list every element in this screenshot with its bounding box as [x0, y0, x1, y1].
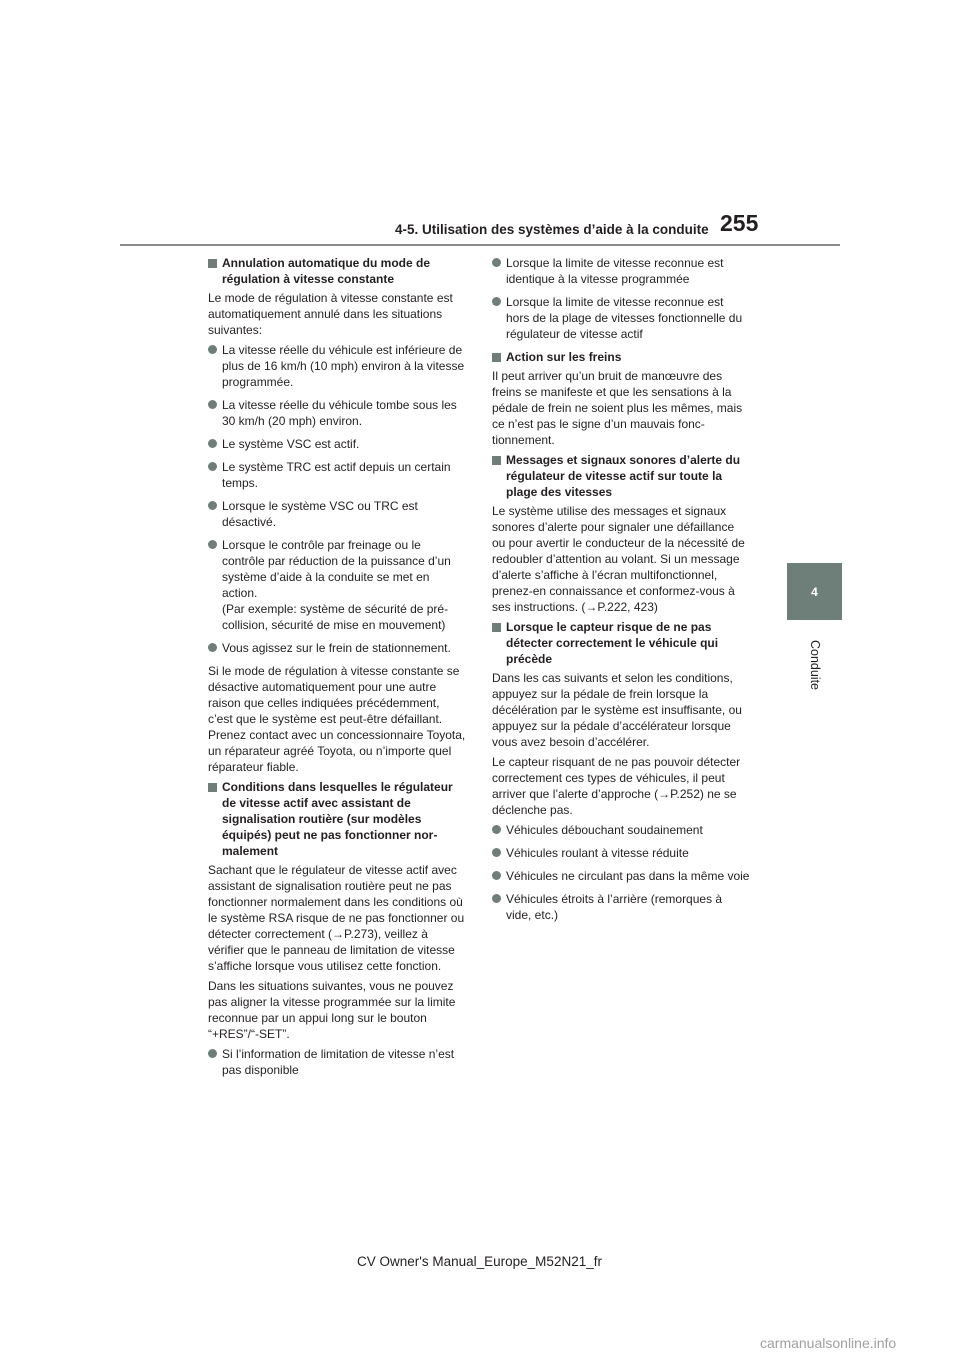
section-title: 4-5. Utilisation des systèmes d’aide à la conduite: [395, 222, 709, 237]
chapter-label-text: Conduite: [807, 639, 822, 691]
bullet-item: Si l’information de limitation de vitesse n’est pas disponible: [208, 1046, 466, 1078]
paragraph: Dans les cas suivants et selon les conditions, appuyez sur la pédale de frein lorsque la décélération par le système est insuffisante, ou appuyez sur la pédale d’accélérateur lorsque vous avez besoin d’accélérer.: [492, 671, 742, 749]
section-heading: Lorsque le capteur risque de ne pas détecter correctement le véhicule qui précède: [492, 619, 750, 667]
left-column: [208, 255, 466, 1085]
bullet-item: Véhicules roulant à vitesse réduite: [492, 845, 750, 861]
section-heading: Annulation automatique du mode de régulation à vitesse constante: [208, 255, 466, 287]
chapter-tab[interactable]: [787, 563, 842, 620]
bullet-item: Véhicules étroits à l’arrière (remorques à vide, etc.): [492, 891, 750, 923]
bullet-item: Le système TRC est actif depuis un certain temps.: [208, 459, 466, 491]
watermark: carmanualsonline.info: [760, 1335, 897, 1351]
paragraph: Le capteur risquant de ne pas pouvoir détecter correctement ces types de véhicules, il peut arriver que l’alerte d’approche (→P.252) ne se déclenche pas.: [492, 755, 741, 817]
paragraph: Il peut arriver qu’un bruit de manœuvre des freins se manifeste et que les sensations à la pédale de frein ne soient plus les mêmes, mais ce n’est pas le signe d’un mauvais fonctionnement.: [492, 369, 743, 447]
bullet-item: Lorsque le contrôle par freinage ou le contrôle par réduction de la puissance d’un système d’aide à la conduite se met en action. (Par exemple: système de sécurité de précollision, sécurité de mise en mouvement): [208, 537, 466, 633]
paragraph: Le système utilise des messages et signaux sonores d’alerte pour signaler une défaillance ou pour avertir le conducteur de la nécessité de redoubler d’attention au volant. Si un message d’alerte s’affiche à l’écran multifonctionnel, prenez-en connaissance et conformez-vous à ses instructions. (→P.222, 423): [492, 504, 745, 614]
section-heading: Messages et signaux sonores d’alerte du régulateur de vitesse actif sur toute la plage des vitesses: [492, 452, 750, 500]
paragraph: Sachant que le régulateur de vitesse actif avec assistant de signalisation routière peut ne pas fonctionner normalement dans les conditions où le système RSA risque de ne pas fonctionner ou détecter correctement (→P.273), veillez à vérifier que le panneau de limitation de vitesse s’affiche lorsque vous utilisez cette fonction.: [208, 863, 465, 973]
page-number: 255: [720, 210, 759, 236]
bullet-item: Le système VSC est actif.: [208, 436, 466, 452]
section-heading: Conditions dans lesquelles le régulateur de vitesse actif avec assistant de signalisation routière (sur modèles équipés) peut ne pas fonctionner normalement: [208, 779, 466, 859]
bullet-item: Lorsque le système VSC ou TRC est désactivé.: [208, 498, 466, 530]
bullet-item: Lorsque la limite de vitesse reconnue est identique à la vitesse programmée: [492, 255, 750, 287]
paragraph: Dans les situations suivantes, vous ne pouvez pas aligner la vitesse programmée sur la limite reconnue par un appui long sur le bouton “+RES”/“-SET”.: [208, 979, 456, 1041]
paragraph: Le mode de régulation à vitesse constante est automatiquement annulé dans les situations suivantes:: [208, 291, 453, 337]
bullet-item: Véhicules ne circulant pas dans la même voie: [492, 868, 750, 884]
footer-document-id: CV Owner's Manual_Europe_M52N21_fr: [357, 1254, 602, 1269]
bullet-item: Véhicules débouchant soudainement: [492, 822, 750, 838]
bullet-item: Lorsque la limite de vitesse reconnue est hors de la plage de vitesses fonctionnelle du régulateur de vitesse actif: [492, 294, 750, 342]
right-column: [492, 255, 750, 930]
header-rule: [120, 244, 840, 246]
bullet-item: La vitesse réelle du véhicule tombe sous les 30 km/h (20 mph) environ.: [208, 397, 466, 429]
bullet-item: Vous agissez sur le frein de stationnement.: [208, 640, 466, 656]
bullet-item: La vitesse réelle du véhicule est inférieure de plus de 16 km/h (10 mph) environ à la vitesse programmée.: [208, 342, 466, 390]
chapter-label: [787, 630, 842, 700]
chapter-number: 4: [811, 584, 818, 599]
paragraph: Si le mode de régulation à vitesse constante se désactive automatiquement pour une autre raison que celles indiquées précédemment, c’est que le système est peut-être défaillant. Prenez contact avec un concessionnaire Toyota, un réparateur agréé Toyota, ou n’importe quel réparateur fiable.: [208, 664, 466, 774]
section-heading: Action sur les freins: [492, 349, 750, 365]
